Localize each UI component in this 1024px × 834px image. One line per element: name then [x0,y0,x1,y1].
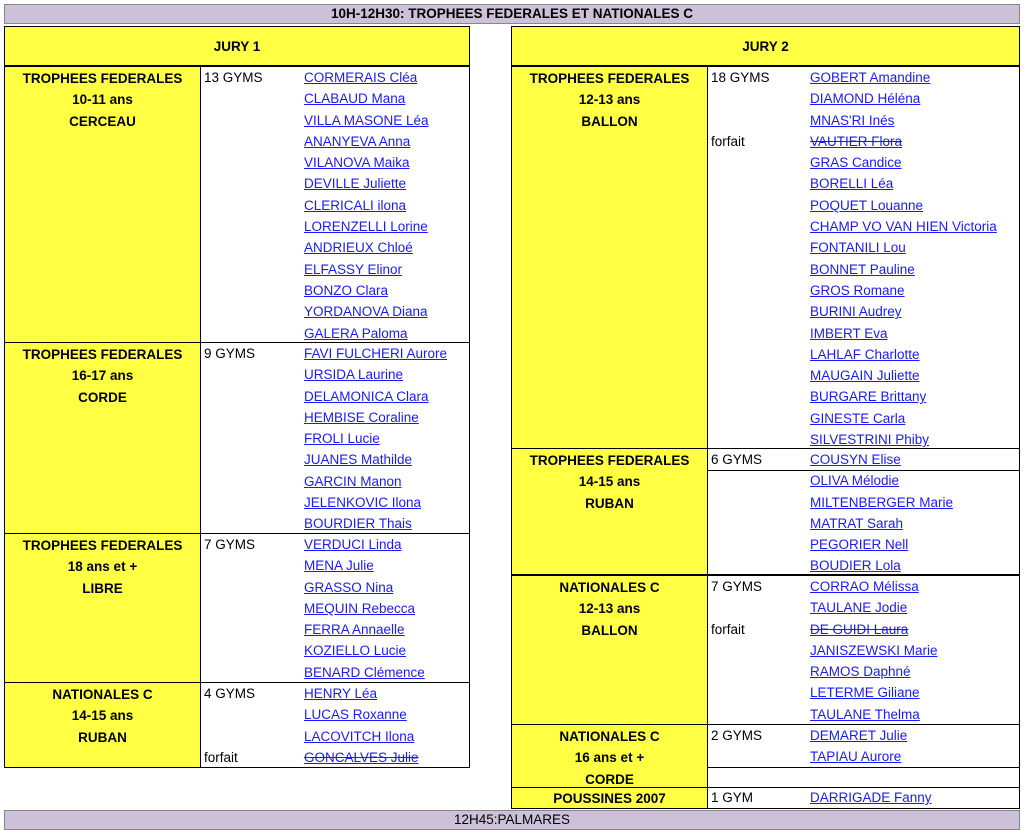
gymnast-link[interactable]: DEMARET Julie [810,728,908,743]
jury-2-group-5 [511,787,1020,809]
category-cell: NATIONALES C 12-13 ans BALLON [512,576,708,724]
gymnast-link-withdrawn[interactable]: DE GUIDI Laura [810,621,909,637]
gymnast-link[interactable]: MAUGAIN Juliette [810,368,920,384]
category-cell: POUSSINES 2007 [512,788,708,808]
gymnast-link[interactable]: BURGARE Brittany [810,389,927,405]
gymnast-link[interactable]: MNAS'RI Inés [810,112,895,128]
gymnast-link[interactable]: BOURDIER Thais [304,516,412,532]
gymnast-link[interactable]: BENARD Clémence [304,664,425,680]
category-cell: NATIONALES C 16 ans et + CORDE [512,725,708,787]
gymnast-link[interactable]: OLIVA Mélodie [810,473,900,489]
gymnast-link[interactable]: BORELLI Léa [810,176,894,192]
jury-2-group-4 [511,724,1020,788]
gymnast-link[interactable]: JELENKOVIC Ilona [304,495,422,511]
gymnast-link[interactable]: CORRAO Mélissa [810,579,919,594]
jury-2-group-2 [511,448,1020,575]
jury-1-group-4 [4,682,470,768]
category-cell: TROPHEES FEDERALES 16-17 ans CORDE [5,343,201,533]
gymnast-link[interactable]: LUCAS Roxanne [304,707,407,723]
gymnast-link[interactable]: VILLA MASONE Léa [304,112,429,128]
gymnast-link[interactable]: GOBERT Amandine [810,70,931,85]
footer-title: 12H45:PALMARES [453,812,571,827]
gymnast-link[interactable]: PEGORIER Nell [810,537,909,553]
gymnast-link[interactable]: HEMBISE Coraline [304,409,419,425]
gymnast-list [810,67,997,450]
gymnast-link[interactable]: HENRY Léa [304,686,378,701]
category-cell: TROPHEES FEDERALES 18 ans et + LIBRE [5,534,201,682]
gymnast-link[interactable]: DEVILLE Juliette [304,176,407,192]
gymnast-link[interactable]: JUANES Mathilde [304,452,413,468]
gymnast-link[interactable]: DIAMOND Héléna [810,91,921,107]
jury-1-group-3 [4,533,470,683]
gymnast-link[interactable]: LACOVITCH Ilona [304,728,415,744]
jury-2-panel [511,26,1020,809]
jury-1-panel [4,26,470,768]
gymnast-link[interactable]: SILVESTRINI Phiby [810,432,930,448]
gymnast-link[interactable]: ELFASSY Elinor [304,261,403,277]
jury-1-title: JURY 1 [4,26,470,66]
gym-count: 4 GYMS forfait [204,683,255,768]
gymnast-link[interactable]: RAMOS Daphné [810,664,911,680]
gym-count: 6 GYMS [711,452,763,467]
jury-1-group-2 [4,342,470,534]
gymnast-link[interactable]: LETERME Giliane [810,685,920,701]
gymnast-link[interactable]: FAVI FULCHERI Aurore [304,346,448,361]
gymnast-link[interactable]: CLABAUD Mana [304,91,406,107]
gymnast-link[interactable]: TAPIAU Aurore [810,749,902,765]
gymnast-link[interactable]: COUSYN Elise [810,452,901,467]
gymnast-link[interactable]: KOZIELLO Lucie [304,643,407,659]
gym-count: 9 GYMS [204,346,256,361]
gymnast-list [304,683,419,768]
gym-count: 7 GYMS forfait [711,576,762,640]
category-cell: TROPHEES FEDERALES 10-11 ans CERCEAU [5,67,201,342]
gymnast-link[interactable]: CORMERAIS Cléa [304,70,418,85]
row-divider [708,767,1019,768]
gymnast-link[interactable]: GRAS Candice [810,155,902,171]
gymnast-link[interactable]: TAULANE Jodie [810,600,908,616]
gymnast-link[interactable]: MENA Julie [304,558,374,574]
gymnast-link[interactable]: POQUET Louanne [810,197,924,213]
category-cell: NATIONALES C 14-15 ans RUBAN [5,683,201,767]
gymnast-link-withdrawn[interactable]: GONCALVES Julie [304,749,419,765]
gymnast-link[interactable]: FONTANILI Lou [810,240,906,256]
gymnast-link[interactable]: GARCIN Manon [304,473,402,489]
gymnast-link[interactable]: GALERA Paloma [304,325,408,341]
forfait-label: forfait [204,749,238,765]
gymnast-link[interactable]: URSIDA Laurine [304,367,404,383]
gymnast-link[interactable]: TAULANE Thelma [810,706,920,722]
gymnast-link[interactable]: FROLI Lucie [304,431,380,447]
gymnast-link[interactable]: BURINI Audrey [810,304,902,320]
gym-count: 18 GYMS forfait [711,67,770,152]
gymnast-link[interactable]: MATRAT Sarah [810,515,904,531]
gymnast-link[interactable]: DELAMONICA Clara [304,388,429,404]
gymnast-link[interactable]: GINESTE Carla [810,410,906,426]
schedule-footer [4,810,1020,830]
gymnast-link[interactable]: MILTENBERGER Marie [810,494,954,510]
gymnast-list [304,534,425,683]
header-title: 10H-12H30: TROPHEES FEDERALES ET NATIONALES C [330,6,694,21]
gymnast-link[interactable]: BONZO Clara [304,282,389,298]
gym-count: 2 GYMS [711,728,763,743]
gymnast-link[interactable]: CLERICALI ilona [304,197,407,213]
schedule-header [4,4,1020,24]
gymnast-list [810,449,953,577]
gymnast-list [810,725,907,768]
gymnast-link[interactable]: ANANYEVA Anna [304,133,411,149]
gymnast-link[interactable]: GRASSO Nina [304,579,394,595]
gymnast-link[interactable]: BONNET Pauline [810,261,915,277]
gymnast-link[interactable]: LAHLAF Charlotte [810,346,920,362]
gymnast-list [304,67,429,344]
gymnast-list [810,788,932,808]
gymnast-link[interactable]: VERDUCI Linda [304,537,402,552]
jury-1-group-1 [4,66,470,343]
gymnast-link[interactable]: BOUDIER Lola [810,558,901,574]
gymnast-link[interactable]: VILANOVA Maika [304,155,410,171]
gymnast-link[interactable]: YORDANOVA Diana [304,304,428,320]
gymnast-link[interactable]: DARRIGADE Fanny [810,790,932,805]
gymnast-link[interactable]: JANISZEWSKI Marie [810,642,938,658]
gymnast-link[interactable]: IMBERT Eva [810,325,888,341]
gym-count: 1 GYM [711,790,754,805]
gymnast-link[interactable]: ANDRIEUX Chloé [304,240,413,256]
gym-count: 13 GYMS [204,70,263,85]
category-cell: TROPHEES FEDERALES 14-15 ans RUBAN [512,449,708,574]
category-cell: TROPHEES FEDERALES 12-13 ans BALLON [512,67,708,470]
gymnast-list [304,343,447,535]
gymnast-link[interactable]: FERRA Annaelle [304,622,405,638]
gym-count: 7 GYMS [204,537,256,552]
forfait-label: forfait [711,133,745,149]
jury-2-group-1 [511,66,1020,471]
gymnast-link[interactable]: MEQUIN Rebecca [304,600,416,616]
gymnast-link-withdrawn[interactable]: VAUTIER Flora [810,133,903,149]
forfait-label: forfait [711,621,745,637]
gymnast-link[interactable]: GROS Romane [810,282,905,298]
gymnast-link[interactable]: CHAMP VO VAN HIEN Victoria [810,219,997,235]
gymnast-link[interactable]: LORENZELLI Lorine [304,219,428,235]
jury-2-group-3 [511,575,1020,725]
gymnast-list [810,576,938,725]
jury-2-title: JURY 2 [511,26,1020,66]
